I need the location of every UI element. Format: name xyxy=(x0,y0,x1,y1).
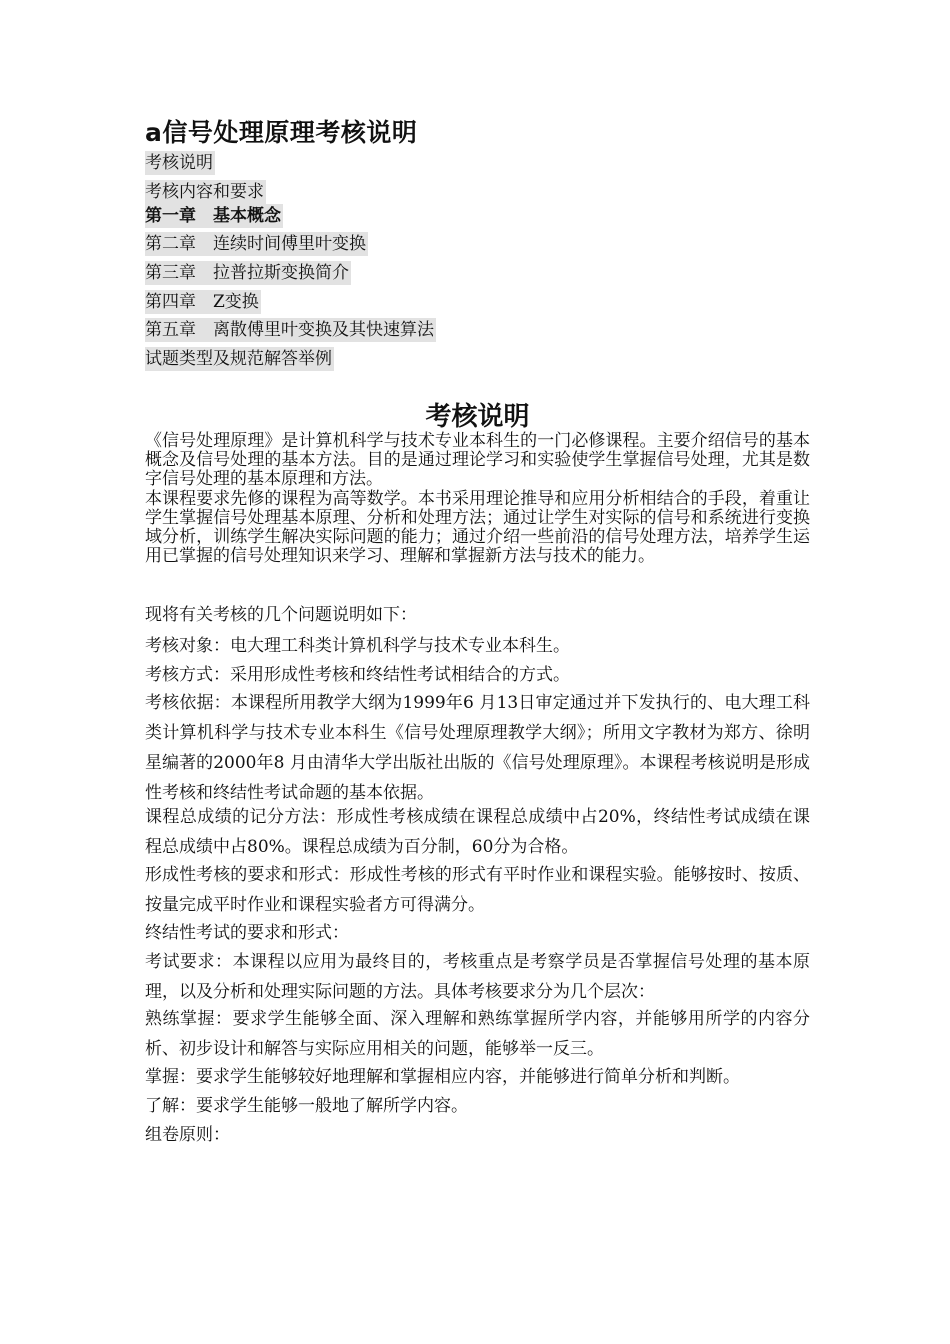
paragraph-intro: 《信号处理原理》是计算机科学与技术专业本科生的一门必修课程。主要介绍信号的基本概念及信号处理的基本方法。目的是通过理论学习和实验使学生掌握信号处理，尤其是数字信号处理的基本原理和方法。 xyxy=(145,431,810,489)
paragraph-exam-method: 考核方式：采用形成性考核和终结性考试相结合的方式。 xyxy=(145,665,570,685)
paragraph-grading: 课程总成绩的记分方法：形成性考核成绩在课程总成绩中占20%，终结性考试成绩在课程总成绩中占80%。课程总成绩为百分制，60分为合格。 xyxy=(145,807,810,857)
toc-item-chapter-3[interactable]: 第三章 拉普拉斯变换简介 xyxy=(145,263,349,283)
toc-item-exam-content[interactable]: 考核内容和要求 xyxy=(145,182,264,202)
document-title: a信号处理原理考核说明 xyxy=(145,118,418,147)
paragraph-master: 掌握：要求学生能够较好地理解和掌握相应内容，并能够进行简单分析和判断。 xyxy=(145,1067,740,1087)
paragraph-exam-target: 考核对象：电大理工科类计算机科学与技术专业本科生。 xyxy=(145,636,570,656)
paragraph-formative: 形成性考核的要求和形式：形成性考核的形式有平时作业和课程实验。能够按时、按质、按量完成平时作业和课程实验者方可得满分。 xyxy=(145,865,810,915)
section-title: 考核说明 xyxy=(425,402,530,432)
toc-item-chapter-1[interactable]: 第一章 基本概念 xyxy=(145,206,281,226)
paragraph-composition: 组卷原则： xyxy=(145,1125,230,1145)
paragraph-lead-in: 现将有关考核的几个问题说明如下： xyxy=(145,605,417,625)
toc-item-chapter-2[interactable]: 第二章 连续时间傅里叶变换 xyxy=(145,234,366,254)
toc-item-chapter-5[interactable]: 第五章 离散傅里叶变换及其快速算法 xyxy=(145,320,434,340)
toc-item-sample-questions[interactable]: 试题类型及规范解答举例 xyxy=(145,349,332,369)
paragraph-exam-requirements: 考试要求：本课程以应用为最终目的，考核重点是考察学员是否掌握信号处理的基本原理，以及分析和处理实际问题的方法。具体考核要求分为几个层次： xyxy=(145,952,810,1002)
paragraph-exam-basis: 考核依据：本课程所用教学大纲为1999年6 月13日审定通过并下发执行的、电大理工科类计算机科学与技术专业本科生《信号处理原理教学大纲》；所用文字教材为郑方、徐明星编著的2000年8 月由清华大学出版社出版的《信号处理原理》。本课程考核说明是形成性考核和终结性考试命题的基本依据。 xyxy=(145,693,810,803)
paragraph-prerequisites: 本课程要求先修的课程为高等数学。本书采用理论推导和应用分析相结合的手段，着重让学生掌握信号处理基本原理、分析和处理方法；通过让学生对实际的信号和系统进行变换域分析，训练学生解决实际问题的能力；通过介绍一些前沿的信号处理方法，培养学生运用已掌握的信号处理知识来学习、理解和掌握新方法与技术的能力。 xyxy=(145,489,810,566)
paragraph-proficient: 熟练掌握：要求学生能够全面、深入理解和熟练掌握所学内容，并能够用所学的内容分析、初步设计和解答与实际应用相关的问题，能够举一反三。 xyxy=(145,1009,810,1059)
paragraph-understand: 了解：要求学生能够一般地了解所学内容。 xyxy=(145,1096,468,1116)
toc-item-exam-description[interactable]: 考核说明 xyxy=(145,153,213,173)
paragraph-final-heading: 终结性考试的要求和形式： xyxy=(145,923,349,943)
toc-item-chapter-4[interactable]: 第四章 Z变换 xyxy=(145,292,259,312)
